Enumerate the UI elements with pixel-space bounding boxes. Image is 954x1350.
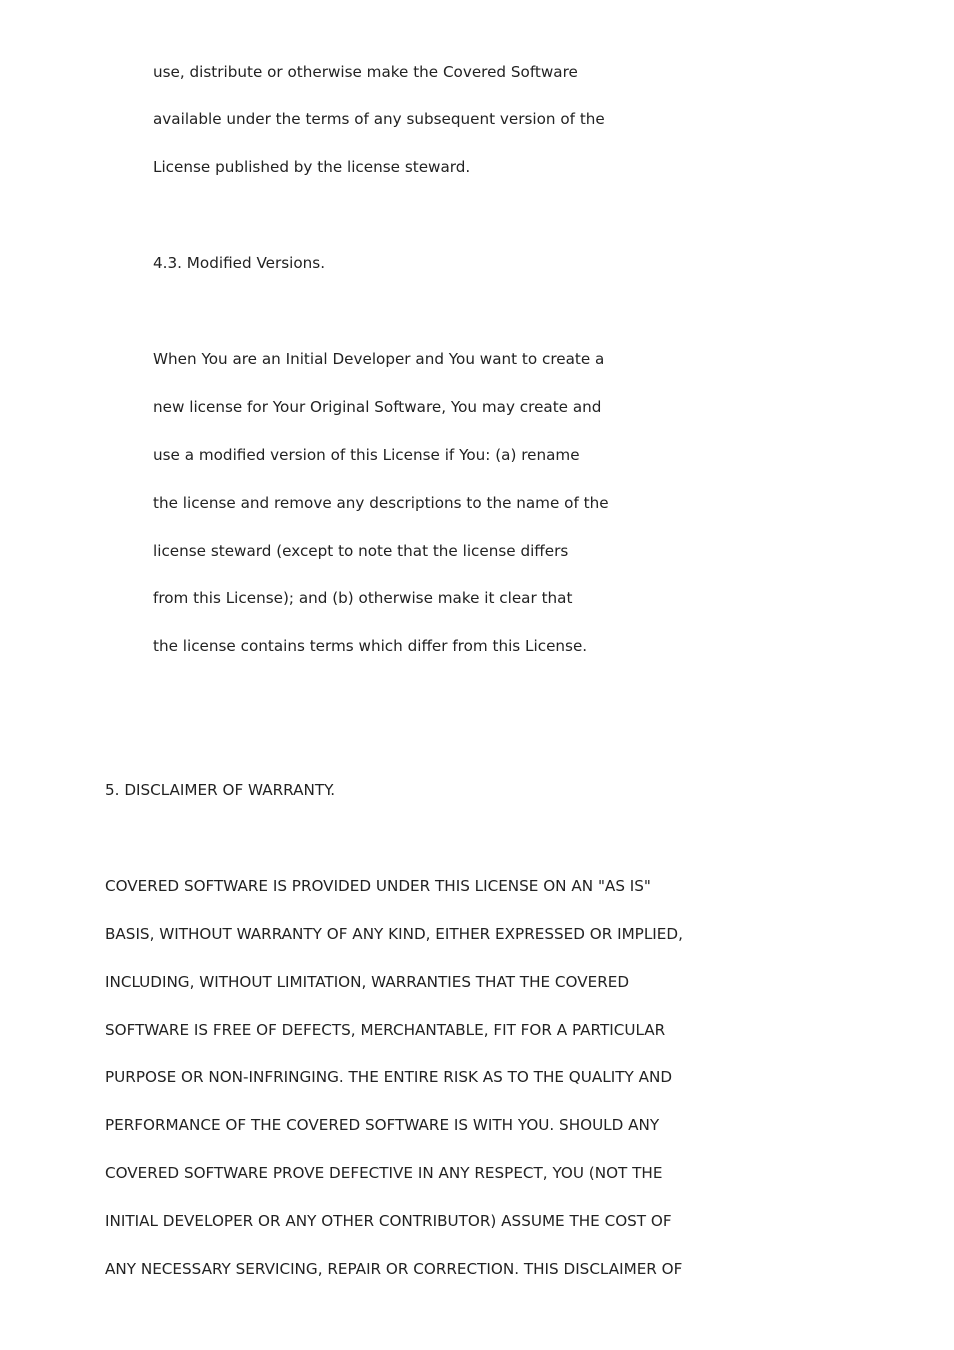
paragraph-line: INCLUDING, WITHOUT LIMITATION, WARRANTIES THAT THE COVERED: [105, 973, 630, 991]
paragraph-line: the license and remove any descriptions to the name of the: [153, 494, 609, 512]
paragraph-line: use a modified version of this License if You: (a) rename: [153, 446, 580, 464]
paragraph-line: PURPOSE OR NON-INFRINGING. THE ENTIRE RISK AS TO THE QUALITY AND: [105, 1068, 673, 1086]
paragraph-line: COVERED SOFTWARE IS PROVIDED UNDER THIS LICENSE ON AN "AS IS": [105, 877, 651, 895]
paragraph-line: PERFORMANCE OF THE COVERED SOFTWARE IS WITH YOU. SHOULD ANY: [105, 1116, 660, 1134]
paragraph-line: license steward (except to note that the license differs: [153, 542, 569, 560]
paragraph-line: ANY NECESSARY SERVICING, REPAIR OR CORRECTION. THIS DISCLAIMER OF: [105, 1260, 683, 1278]
paragraph-line: new license for Your Original Software, You may create and: [153, 398, 602, 416]
paragraph-line: License published by the license steward.: [153, 158, 471, 176]
section-heading: 5. DISCLAIMER OF WARRANTY.: [105, 781, 336, 799]
paragraph-line: from this License); and (b) otherwise make it clear that: [153, 589, 573, 607]
paragraph-line: the license contains terms which differ from this License.: [153, 637, 588, 655]
paragraph-line: use, distribute or otherwise make the Covered Software: [153, 63, 578, 81]
section-heading: 4.3. Modified Versions.: [153, 254, 326, 272]
paragraph-line: When You are an Initial Developer and You want to create a: [153, 350, 605, 368]
paragraph-line: BASIS, WITHOUT WARRANTY OF ANY KIND, EITHER EXPRESSED OR IMPLIED,: [105, 925, 683, 943]
paragraph-line: available under the terms of any subsequent version of the: [153, 110, 605, 128]
paragraph-line: COVERED SOFTWARE PROVE DEFECTIVE IN ANY RESPECT, YOU (NOT THE: [105, 1164, 663, 1182]
paragraph-line: SOFTWARE IS FREE OF DEFECTS, MERCHANTABLE, FIT FOR A PARTICULAR: [105, 1021, 666, 1039]
paragraph-line: INITIAL DEVELOPER OR ANY OTHER CONTRIBUTOR) ASSUME THE COST OF: [105, 1212, 672, 1230]
